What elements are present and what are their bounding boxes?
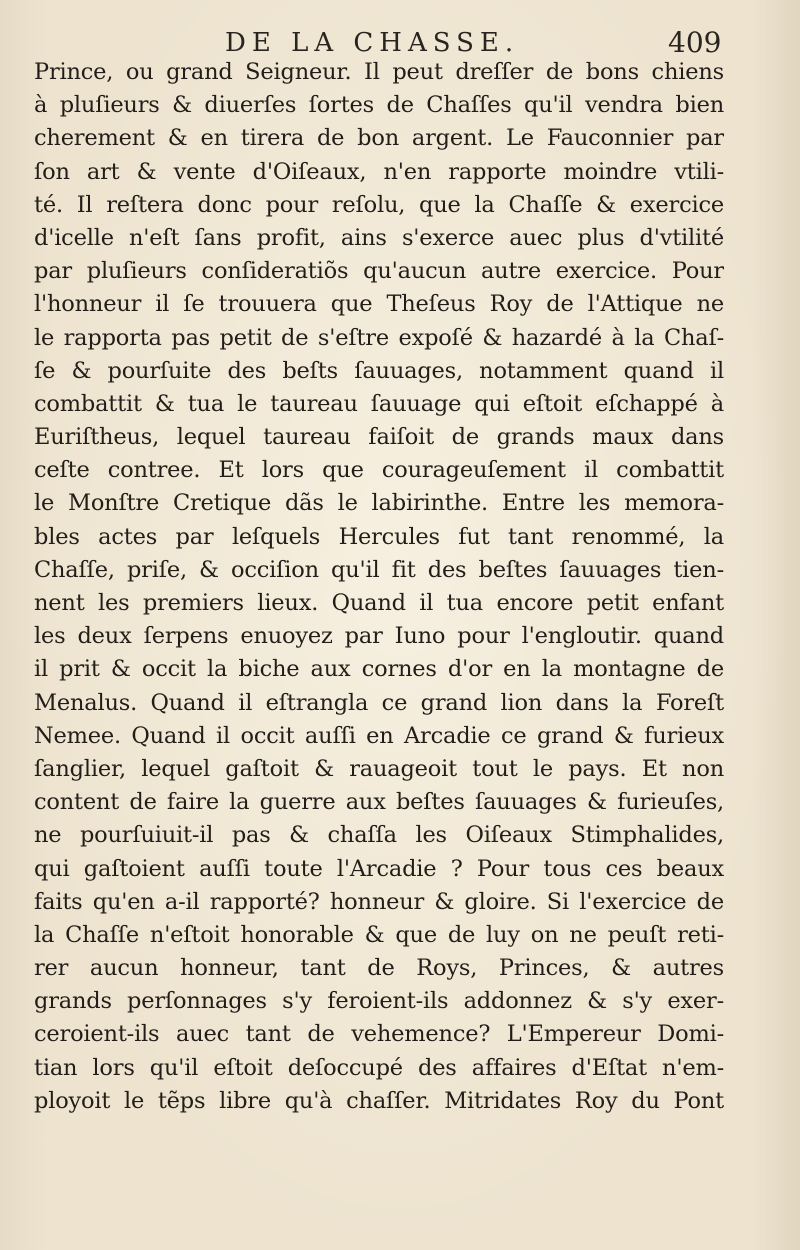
text-line: les deux ſerpens enuoyez par Iuno pour l'engloutir. quand: [34, 623, 724, 650]
text-line: par pluſieurs conſideratiõs qu'aucun autre exercice. Pour: [34, 258, 724, 285]
text-line: qui gaſtoient auſſi toute l'Arcadie ? Pour tous ces beaux: [34, 855, 724, 882]
text-line: le rapporta pas petit de s'eſtre expoſé & hazardé à la Chaſ-: [34, 324, 724, 351]
text-line: combattit & tua le taureau ſauuage qui eſtoit eſchappé à: [34, 390, 724, 417]
running-head: DE LA CHASSE.: [225, 28, 520, 58]
text-line: faits qu'en a-il rapporté? honneur & gloire. Si l'exercice de: [34, 888, 724, 915]
body-text: [34, 56, 724, 1118]
text-line: l'honneur il ſe trouuera que Theſeus Roy de l'Attique ne: [34, 291, 724, 318]
text-line: Nemee. Quand il occit auſſi en Arcadie ce grand & furieux: [34, 722, 724, 749]
text-line: nent les premiers lieux. Quand il tua encore petit enfant: [34, 590, 724, 616]
text-line: Chaſſe, priſe, & occiſion qu'il fit des beſtes ſauuages tien-: [34, 556, 724, 583]
text-line: ceſte contree. Et lors que courageuſement il combattit: [34, 457, 724, 484]
text-line: ſe & pourſuite des beſts ſauuages, notamment quand il: [34, 357, 724, 384]
text-line: Prince, ou grand Seigneur. Il peut dreſſer de bons chiens: [34, 59, 724, 85]
text-line: ne pourſuiuit-il pas & chaſſa les Oiſeaux Stimphalides,: [34, 822, 724, 849]
text-line: Euriſtheus, lequel taureau faiſoit de grands maux dans: [34, 424, 724, 451]
text-line: tian lors qu'il eſtoit deſoccupé des affaires d'Eſtat n'em-: [34, 1054, 724, 1081]
text-line: le Monſtre Cretique dãs le labirinthe. Entre les memora-: [34, 490, 724, 517]
text-line: à pluſieurs & diuerſes ſortes de Chaſſes qu'il vendra bien: [34, 92, 724, 119]
text-line: il prit & occit la biche aux cornes d'or en la montagne de: [34, 656, 724, 683]
text-line: content de faire la guerre aux beſtes ſauuages & furieuſes,: [34, 789, 724, 816]
text-line: la Chaſſe n'eſtoit honorable & que de luy on ne peuſt reti-: [34, 921, 724, 948]
text-line: ſon art & vente d'Oiſeaux, n'en rapporte moindre vtili-: [34, 158, 724, 185]
text-line: grands perſonnages s'y feroient-ils addonnez & s'y exer-: [34, 988, 724, 1015]
text-line: ſanglier, lequel gaſtoit & rauageoit tout le pays. Et non: [34, 755, 724, 782]
text-line: d'icelle n'eſt ſans profit, ains s'exerce auec plus d'vtilité: [34, 224, 724, 251]
text-line: cherement & en tirera de bon argent. Le Fauconnier par: [34, 125, 724, 152]
text-line: bles actes par leſquels Hercules fut tant renommé, la: [34, 523, 724, 550]
text-line: rer aucun honneur, tant de Roys, Princes, & autres: [34, 955, 724, 982]
text-line: té. Il reſtera donc pour reſolu, que la Chaſſe & exercice: [34, 191, 724, 218]
text-line: ployoit le tẽps libre qu'à chaſſer. Mitridates Roy du Pont: [34, 1087, 724, 1114]
text-line: Menalus. Quand il eſtrangla ce grand lion dans la Foreſt: [34, 689, 724, 716]
text-line: ceroient-ils auec tant de vehemence? L'Empereur Domi-: [34, 1021, 724, 1048]
page-number: 409: [668, 26, 722, 59]
